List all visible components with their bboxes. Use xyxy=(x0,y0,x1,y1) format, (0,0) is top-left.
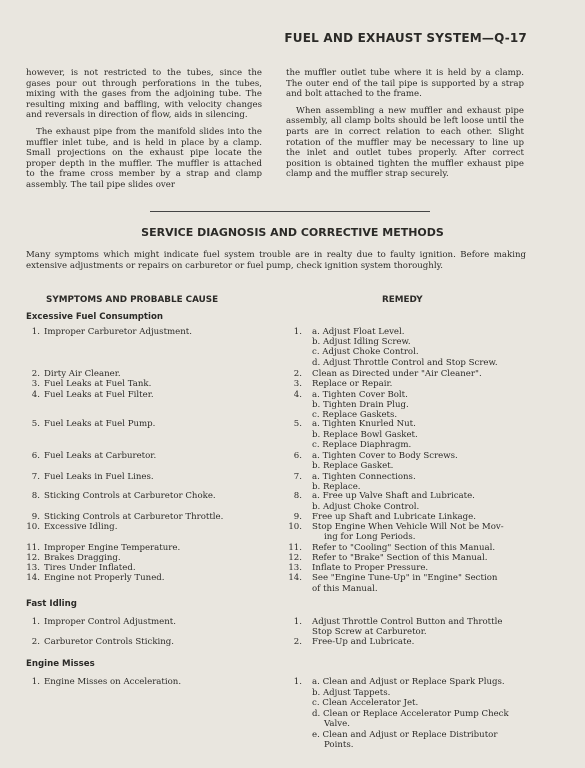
symptom-item xyxy=(24,390,154,401)
symptom-text: Dirty Air Cleaner. xyxy=(44,369,121,379)
symptom-item xyxy=(24,327,192,338)
category-heading: Fast Idling xyxy=(26,599,77,609)
remedy-line: b. Tighten Drain Plug. xyxy=(312,400,409,410)
symptom-number: 2. xyxy=(31,637,40,647)
symptom-number: 14. xyxy=(26,573,40,583)
symptom-item xyxy=(24,617,176,628)
remedy-number: 1. xyxy=(293,327,302,337)
symptom-number: 9. xyxy=(31,512,40,522)
paragraph: the muffler outlet tube where it is held by a clamp. The outer end of the tail pipe is supported by a strap and bolt attached to the frame. xyxy=(286,68,524,100)
symptom-text: Fuel Leaks at Fuel Filter. xyxy=(44,390,154,400)
remedy-number: 4. xyxy=(293,390,302,400)
section-divider xyxy=(150,211,430,212)
symptom-text: Improper Control Adjustment. xyxy=(44,617,176,627)
intro-paragraph: Many symptoms which might indicate fuel system trouble are in realty due to faulty ignition. Before making extensive adjustments or repairs on carburetor or fuel pump, check ignition system thoroughly. xyxy=(26,250,526,271)
remedy-line: a. Tighten Connections. xyxy=(312,472,416,482)
symptom-number: 12. xyxy=(26,553,40,563)
symptom-text: Fuel Leaks at Fuel Pump. xyxy=(44,419,156,429)
remedy-line: a. Tighten Knurled Nut. xyxy=(312,419,416,429)
remedy-line: b. Replace. xyxy=(312,482,361,492)
symptom-item xyxy=(24,369,121,380)
remedy-line: Free-Up and Lubricate. xyxy=(312,637,415,647)
symptom-item xyxy=(24,637,174,648)
page-header: FUEL AND EXHAUST SYSTEM—Q-17 xyxy=(284,31,527,45)
remedy-line: c. Replace Gaskets. xyxy=(312,410,398,420)
remedy-line: Refer to "Brake" Section of this Manual. xyxy=(312,553,488,563)
symptom-number: 1. xyxy=(31,327,40,337)
symptom-number: 4. xyxy=(31,390,40,400)
remedy-line: a. Free up Valve Shaft and Lubricate. xyxy=(312,491,475,501)
symptom-number: 6. xyxy=(31,451,40,461)
remedy-number: 8. xyxy=(293,491,302,501)
symptom-item xyxy=(24,419,155,430)
symptom-text: Engine not Properly Tuned. xyxy=(44,573,165,583)
remedy-line: Stop Engine When Vehicle Will Not be Mov- xyxy=(312,522,504,532)
remedy-line: a. Adjust Float Level. xyxy=(312,327,405,337)
symptom-item xyxy=(24,451,156,462)
paragraph: however, is not restricted to the tubes, since the gases pour out through perforations in the tubes, mixing with the gases from the adjoining tube. The resulting mixing and baffling, with velocity changes and reversals in direction of flow, aids in silencing. xyxy=(26,68,262,121)
paragraph: The exhaust pipe from the manifold slides into the muffler inlet tube, and is held in place by a clamp. Small projections on the exhaust pipe locate the proper depth in the muffler. The muffler is attached to the frame cross member by a strap and clamp assembly. The tail pipe slides over xyxy=(26,126,262,190)
remedy-number: 7. xyxy=(293,472,302,482)
remedy-line: Inflate to Proper Pressure. xyxy=(312,563,429,573)
symptom-number: 8. xyxy=(31,491,40,501)
remedy-line: e. Clean and Adjust or Replace Distributor xyxy=(312,730,498,740)
remedy-line: Refer to "Cooling" Section of this Manual. xyxy=(312,543,496,553)
remedy-number: 14. xyxy=(288,573,302,583)
remedy-line: b. Replace Bowl Gasket. xyxy=(312,430,418,440)
remedy-line: b. Adjust Idling Screw. xyxy=(312,337,411,347)
right-text-column xyxy=(286,68,524,186)
remedy-number: 13. xyxy=(288,563,302,573)
symptom-number: 11. xyxy=(26,543,40,553)
symptom-text: Improper Engine Temperature. xyxy=(44,543,181,553)
symptom-item xyxy=(24,512,223,523)
symptoms-column-heading: SYMPTOMS AND PROBABLE CAUSE xyxy=(46,295,219,305)
symptom-number: 13. xyxy=(26,563,40,573)
remedy-line: Clean as Directed under "Air Cleaner". xyxy=(312,369,482,379)
remedy-line: Adjust Throttle Control Button and Throttle xyxy=(312,617,503,627)
symptom-text: Excessive Idling. xyxy=(44,522,118,532)
symptom-item xyxy=(24,491,216,502)
remedy-line: d. Clean or Replace Accelerator Pump Check xyxy=(312,709,509,719)
remedy-line: b. Adjust Choke Control. xyxy=(312,502,420,512)
symptom-item xyxy=(24,472,154,483)
symptom-number: 2. xyxy=(31,369,40,379)
symptom-text: Carburetor Controls Sticking. xyxy=(44,637,175,647)
remedy-line: c. Replace Diaphragm. xyxy=(312,440,412,450)
symptom-text: Fuel Leaks in Fuel Lines. xyxy=(44,472,154,482)
symptom-text: Improper Carburetor Adjustment. xyxy=(44,327,192,337)
remedy-number: 6. xyxy=(293,451,302,461)
symptom-number: 1. xyxy=(31,677,40,687)
remedy-line: See "Engine Tune-Up" in "Engine" Section xyxy=(312,573,498,583)
symptom-number: 5. xyxy=(31,419,40,429)
remedy-number: 10. xyxy=(288,522,302,532)
remedy-number: 11. xyxy=(288,543,302,553)
category-heading: Excessive Fuel Consumption xyxy=(26,312,164,322)
symptom-text: Engine Misses on Acceleration. xyxy=(44,677,182,687)
remedy-line: a. Tighten Cover to Body Screws. xyxy=(312,451,458,461)
remedy-line: a. Tighten Cover Bolt. xyxy=(312,390,408,400)
remedy-number: 5. xyxy=(293,419,302,429)
remedy-column-heading: REMEDY xyxy=(382,295,423,305)
symptom-number: 10. xyxy=(26,522,40,532)
remedy-line: c. Adjust Choke Control. xyxy=(312,347,419,357)
category-heading: Engine Misses xyxy=(26,659,95,669)
paragraph: When assembling a new muffler and exhaust pipe assembly, all clamp bolts should be left loose until the parts are in correct relation to each other. Slight rotation of the muffler may be necessary to line up the inlet and outlet tubes properly. After correct position is obtained tighten the muffler exhaust pipe clamp and the muffler strap securely. xyxy=(286,105,524,180)
symptom-number: 3. xyxy=(31,379,40,389)
remedy-number: 1. xyxy=(293,677,302,687)
remedy-line: a. Clean and Adjust or Replace Spark Plugs. xyxy=(312,677,505,687)
remedy-line: ing for Long Periods. xyxy=(324,532,416,542)
symptom-text: Fuel Leaks at Fuel Tank. xyxy=(44,379,152,389)
remedy-line: d. Adjust Throttle Control and Stop Screw. xyxy=(312,358,498,368)
remedy-line: c. Clean Accelerator Jet. xyxy=(312,698,419,708)
symptom-item xyxy=(24,522,117,533)
remedy-line: of this Manual. xyxy=(312,584,378,594)
left-text-column xyxy=(26,68,262,197)
remedy-number: 9. xyxy=(293,512,302,522)
symptom-item xyxy=(24,677,181,688)
symptom-number: 1. xyxy=(31,617,40,627)
section-title: SERVICE DIAGNOSIS AND CORRECTIVE METHODS xyxy=(141,226,444,239)
symptom-item xyxy=(24,553,121,564)
remedy-line: Free up Shaft and Lubricate Linkage. xyxy=(312,512,476,522)
remedy-number: 12. xyxy=(288,553,302,563)
symptom-item xyxy=(24,563,136,574)
symptom-item xyxy=(24,379,151,390)
symptom-text: Fuel Leaks at Carburetor. xyxy=(44,451,157,461)
remedy-number: 1. xyxy=(293,617,302,627)
remedy-line: b. Adjust Tappets. xyxy=(312,688,391,698)
symptom-number: 7. xyxy=(31,472,40,482)
remedy-number: 2. xyxy=(293,369,302,379)
remedy-line: Stop Screw at Carburetor. xyxy=(312,627,427,637)
symptom-text: Sticking Controls at Carburetor Throttle. xyxy=(44,512,224,522)
remedy-number: 2. xyxy=(293,637,302,647)
remedy-line: Points. xyxy=(324,740,354,750)
remedy-line: Replace or Repair. xyxy=(312,379,393,389)
symptom-item xyxy=(24,543,180,554)
symptom-text: Brakes Dragging. xyxy=(44,553,121,563)
symptom-text: Sticking Controls at Carburetor Choke. xyxy=(44,491,216,501)
remedy-line: Valve. xyxy=(324,719,350,729)
symptom-item xyxy=(24,573,165,584)
remedy-number: 3. xyxy=(293,379,302,389)
remedy-line: b. Replace Gasket. xyxy=(312,461,394,471)
symptom-text: Tires Under Inflated. xyxy=(44,563,136,573)
